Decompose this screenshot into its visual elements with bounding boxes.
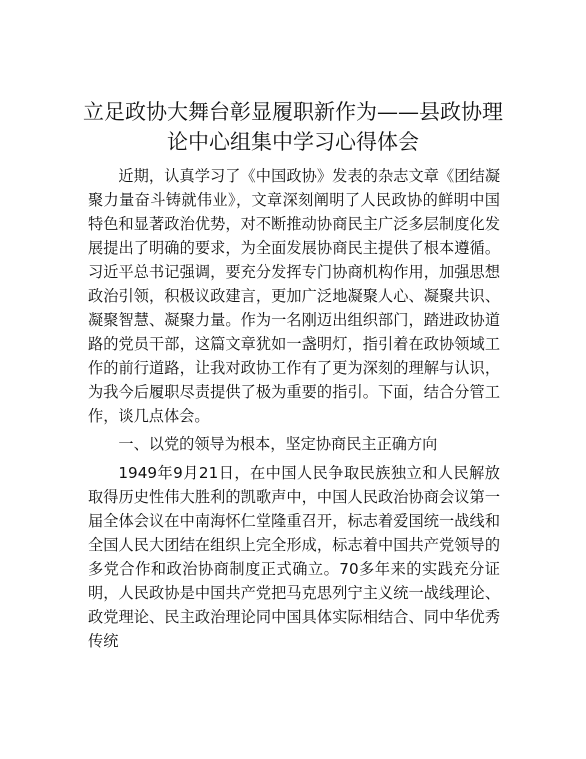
section-heading: 一、以党的领导为根本，坚定协商民主正确方向: [118, 435, 438, 453]
intro-paragraph: 近期，认真学习了《中国政协》发表的杂志文章《团结凝聚力量奋斗铸就伟业》，文章深刻阐明了人民政协的鲜明中国特色和显著政治优势，对不断推动协商民主广泛多层制度化发展提出了明确的要求，为全面发展协商民主提供了根本遵循。习近平总书记强调，要充分发挥专门协商机构作用，加强思想政治引领，积极议政建言，更加广泛地凝聚人心、凝聚共识、凝聚智慧、凝聚力量。作为一名刚迈出组织部门，踏进政协道路的党员干部，这篇文章犹如一盏明灯，指引着在政协领域工作的前行道路，让我对政协工作有了更为深刻的理解与认识，为我今后履职尽责提供了极为重要的指引。下面，结合分管工作，谈几点体会。: [88, 167, 500, 425]
document-title: [80, 97, 506, 157]
title-line-1: 立足政协大舞台彰显履职新作为——县政协理: [83, 100, 503, 124]
document-body: [88, 164, 500, 653]
title-line-2: 论中心组集中学习心得体会: [167, 130, 419, 154]
body-paragraph: 1949年9月21日，在中国人民争取民族独立和人民解放取得历史性伟大胜利的凯歌声中，中国人民政治协商会议第一届全体会议在中南海怀仁堂隆重召开，标志着爱国统一战线和全国人民大团结在组织上完全形成，标志着中国共产党领导的多党合作和政治协商制度正式确立。70多年来的实践充分证明，人民政协是中国共产党把马克思列宁主义统一战线理论、政党理论、民主政治理论同中国具体实际相结合、同中华优秀传统: [88, 464, 500, 650]
